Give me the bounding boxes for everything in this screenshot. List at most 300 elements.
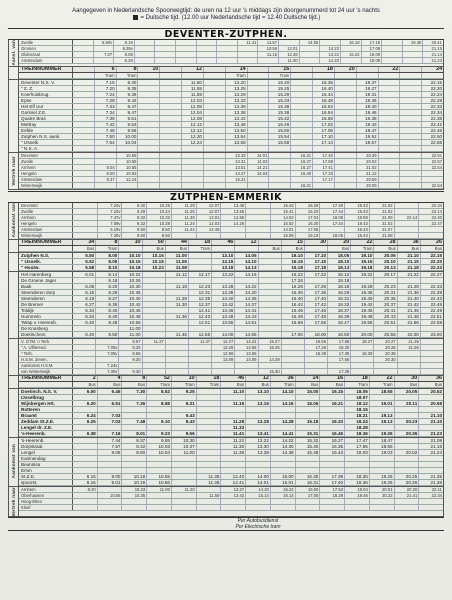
time-cell bbox=[172, 493, 197, 498]
station-name: Deventer N.S. V. bbox=[19, 80, 73, 85]
time-cell: 11.30 bbox=[221, 444, 246, 449]
side-label-arrival-block bbox=[9, 40, 443, 67]
time-cell bbox=[73, 345, 96, 350]
time-cell: 15.52 bbox=[271, 221, 296, 226]
time-cell: 22.45 bbox=[430, 301, 442, 307]
legend-bus: Per Autobusdienst bbox=[237, 518, 279, 525]
time-cell: 6.45 bbox=[98, 389, 123, 394]
time-cell bbox=[73, 369, 96, 374]
time-cell: 13.36 bbox=[212, 290, 235, 295]
time-cell: Bus bbox=[282, 246, 305, 251]
time-cell: 21.18 bbox=[398, 265, 421, 270]
time-cell: 26 bbox=[436, 239, 442, 245]
time-cell: 12.37 bbox=[189, 302, 212, 307]
time-cell: 11.36 bbox=[166, 314, 189, 319]
time-cell: 17.40 bbox=[320, 480, 345, 485]
time-cell bbox=[419, 395, 443, 400]
time-cell bbox=[217, 58, 238, 63]
time-cell: 17.04 bbox=[296, 215, 321, 220]
time-cell bbox=[160, 153, 182, 158]
time-cell bbox=[197, 456, 222, 461]
time-cell bbox=[73, 438, 98, 443]
time-cell bbox=[296, 425, 321, 430]
time-cell: 16.43 bbox=[320, 450, 345, 455]
time-cell bbox=[422, 171, 443, 176]
time-cell: 18.10 bbox=[328, 259, 351, 264]
time-cell bbox=[341, 46, 362, 51]
time-cell bbox=[395, 425, 420, 430]
time-cell bbox=[73, 67, 95, 72]
time-cell bbox=[217, 40, 238, 45]
time-cell bbox=[204, 92, 226, 97]
time-cell: 21.15 bbox=[398, 259, 421, 264]
time-cell: 11.20 bbox=[172, 487, 197, 492]
time-cell bbox=[197, 46, 218, 51]
time-cell bbox=[379, 104, 401, 109]
station-name: Epse bbox=[19, 98, 73, 103]
time-cell: 7.50 bbox=[95, 134, 117, 139]
time-cell: Bus bbox=[73, 246, 96, 251]
time-cell: 6.05 bbox=[73, 284, 96, 289]
time-cell: 8.50 bbox=[122, 450, 147, 455]
time-cell bbox=[147, 395, 172, 400]
time-cell bbox=[419, 462, 443, 467]
time-cell bbox=[166, 345, 189, 350]
time-cell bbox=[248, 128, 270, 133]
time-cell: 13.31 bbox=[226, 159, 248, 164]
time-cell bbox=[197, 462, 222, 467]
time-cell bbox=[269, 171, 291, 176]
time-cell bbox=[403, 58, 424, 63]
time-cell bbox=[379, 134, 401, 139]
time-cell bbox=[296, 395, 321, 400]
time-cell: 18.35 bbox=[345, 474, 370, 479]
time-cell bbox=[73, 80, 95, 85]
time-cell: 20.39 bbox=[374, 351, 397, 356]
side-label-departure-text: Vertrek naar bbox=[11, 155, 16, 186]
time-cell bbox=[271, 462, 296, 467]
time-cell: 13.15 bbox=[212, 259, 235, 264]
time-cell: 22.34 bbox=[431, 492, 443, 498]
time-cell: 11.24 bbox=[172, 221, 197, 226]
time-cell bbox=[382, 58, 403, 63]
time-cell: 15.48 bbox=[296, 450, 321, 455]
time-cell: 10.23 bbox=[122, 487, 147, 492]
time-cell: 46 bbox=[212, 240, 235, 245]
section-title-zutphen-emmerik: ZUTPHEN-EMMERIK bbox=[8, 191, 444, 203]
time-cell: 15.38 bbox=[269, 104, 291, 109]
time-cell: 7.07 bbox=[94, 52, 115, 57]
time-cell: 4 bbox=[98, 376, 123, 381]
time-cell bbox=[320, 505, 345, 510]
time-cell bbox=[400, 73, 422, 78]
time-cell: 12.07 bbox=[197, 203, 222, 208]
time-cell bbox=[138, 116, 160, 121]
time-cell bbox=[160, 104, 182, 109]
time-cell: 21.56 bbox=[398, 345, 421, 350]
time-cell: 18.50 bbox=[328, 332, 351, 337]
time-cell bbox=[269, 146, 291, 151]
time-cell: 8.04 bbox=[95, 165, 117, 170]
time-cell bbox=[248, 122, 270, 127]
time-cell bbox=[182, 171, 204, 176]
time-cell: 22.59 bbox=[430, 319, 442, 325]
time-cell: 18.36 bbox=[345, 480, 370, 485]
time-cell: 13.48 bbox=[221, 203, 246, 208]
time-cell: Bus bbox=[374, 246, 397, 251]
time-cell: 20.17 bbox=[374, 272, 397, 277]
time-cell: 22.38 bbox=[430, 115, 443, 121]
time-cell bbox=[282, 363, 305, 368]
time-cell: 24 bbox=[436, 66, 443, 72]
time-cell bbox=[335, 177, 357, 182]
time-cell bbox=[204, 140, 226, 145]
time-cell: 22 bbox=[379, 67, 401, 72]
station-name: Steenderen bbox=[19, 296, 73, 301]
time-cell: 21.40 bbox=[398, 296, 421, 301]
time-cell bbox=[143, 326, 166, 331]
time-cell bbox=[282, 326, 305, 331]
time-cell bbox=[143, 302, 166, 307]
time-cell: 7.42 bbox=[95, 122, 117, 127]
time-cell: 20.09 bbox=[357, 183, 379, 188]
time-cell: 8.27 bbox=[96, 296, 119, 301]
side-spacer bbox=[9, 80, 19, 152]
time-cell bbox=[138, 153, 160, 158]
time-cell: 21.36 bbox=[398, 290, 421, 295]
time-cell: 10 bbox=[138, 67, 160, 72]
station-name: Winterswijk bbox=[19, 233, 73, 238]
time-cell: 18.25 bbox=[328, 345, 351, 350]
time-cell: 7.05v bbox=[96, 351, 119, 356]
time-cell: Tram bbox=[351, 246, 374, 251]
time-cell bbox=[400, 104, 422, 109]
time-cell: 19.35 bbox=[357, 98, 379, 103]
time-cell: 11.59 bbox=[182, 92, 204, 97]
time-cell bbox=[138, 183, 160, 188]
time-cell: 13.33 bbox=[226, 98, 248, 103]
time-cell bbox=[160, 116, 182, 121]
side-label-departure-2 bbox=[9, 487, 19, 517]
time-cell: 9.50 bbox=[122, 233, 147, 238]
timetable-zutphen-emmerik bbox=[8, 203, 444, 518]
time-cell: 11.25 bbox=[172, 209, 197, 214]
time-cell: 18.55 bbox=[370, 389, 395, 394]
time-cell: 16.22 bbox=[282, 272, 305, 277]
station-name: Wijnbergen HS. bbox=[19, 401, 73, 406]
station-name: Baak bbox=[19, 284, 73, 289]
station-name: Deventer bbox=[19, 203, 73, 208]
time-cell: 7.05v bbox=[96, 345, 119, 350]
time-cell: 6.27 bbox=[73, 302, 96, 307]
time-cell: Tram bbox=[147, 382, 172, 387]
time-cell bbox=[197, 444, 222, 449]
time-cell bbox=[291, 98, 313, 103]
station-name: Zeddam St.Z.E. bbox=[19, 419, 73, 424]
time-cell: 15.25 bbox=[269, 86, 291, 91]
time-cell: 9.37 bbox=[95, 177, 117, 182]
time-cell bbox=[291, 146, 313, 151]
time-cell: 16.55 bbox=[305, 339, 328, 344]
station-name: Kaninendag bbox=[19, 456, 73, 461]
time-cell: 11.41 bbox=[238, 40, 259, 45]
time-cell: 21.16 bbox=[430, 443, 443, 449]
time-cell: 18.09 bbox=[362, 52, 383, 57]
time-cell: 13.42 bbox=[212, 302, 235, 307]
time-cell: 14.30 bbox=[235, 290, 258, 295]
time-cell: 6.24 bbox=[73, 413, 98, 418]
time-cell bbox=[143, 320, 166, 325]
time-cell: 14.23 bbox=[320, 46, 341, 51]
station-name: H.S.M. Zeven. bbox=[19, 357, 73, 362]
time-cell bbox=[98, 407, 123, 412]
time-cell: 14.53 bbox=[271, 215, 296, 220]
station-name: Arnhem bbox=[19, 215, 73, 220]
time-cell: 14.20 bbox=[320, 58, 341, 63]
time-cell: 6.20 bbox=[73, 401, 98, 406]
time-cell: 22.15 bbox=[430, 79, 443, 85]
time-cell: 14 bbox=[226, 67, 248, 72]
time-cell bbox=[98, 425, 123, 430]
time-cell: 18.33 bbox=[328, 302, 351, 307]
time-cell: 19.43 bbox=[345, 221, 370, 226]
time-cell: 13.20 bbox=[226, 80, 248, 85]
time-cell: 21.23 bbox=[431, 58, 442, 63]
time-cell: 13.58 bbox=[226, 140, 248, 145]
time-cell: 15.00 bbox=[296, 389, 321, 394]
time-cell: 15.40 bbox=[296, 444, 321, 449]
time-cell: 18.03 bbox=[345, 450, 370, 455]
time-cell bbox=[138, 110, 160, 115]
time-cell: 21.56 bbox=[398, 320, 421, 325]
time-cell: 17.06 bbox=[296, 227, 321, 232]
time-cell: Bus bbox=[246, 382, 271, 387]
time-cell: 21.12 bbox=[357, 171, 379, 176]
time-cell: 10.36 bbox=[119, 290, 142, 295]
time-cell: 12 bbox=[182, 67, 204, 72]
time-cell: 14.04 bbox=[248, 171, 270, 176]
time-cell: 20.27 bbox=[374, 339, 397, 344]
time-cell bbox=[160, 140, 182, 145]
time-cell bbox=[73, 52, 94, 57]
time-cell bbox=[166, 278, 189, 283]
time-cell bbox=[238, 46, 259, 51]
time-cell bbox=[379, 116, 401, 121]
time-cell: 14.10 bbox=[235, 259, 258, 264]
time-cell bbox=[197, 487, 222, 492]
time-cell bbox=[160, 146, 182, 151]
time-cell bbox=[204, 110, 226, 115]
time-cell bbox=[335, 159, 357, 164]
time-cell bbox=[291, 116, 313, 121]
time-cell bbox=[135, 58, 156, 63]
notice-line1: Aangegeven in Nederlandsche Spoorwegtijd: de uren na 12 uur 's middags zijn doorgenummerd tot 24 uur 's nachts bbox=[72, 8, 380, 14]
time-cell: 13.54 bbox=[226, 134, 248, 139]
time-cell: 15.41 bbox=[271, 209, 296, 214]
time-cell: 16.18 bbox=[296, 233, 321, 238]
time-cell: 11.33 bbox=[221, 425, 246, 430]
time-cell bbox=[197, 438, 222, 443]
time-cell: 10.30 bbox=[119, 284, 142, 289]
time-cell bbox=[143, 296, 166, 301]
time-cell: 9.32 bbox=[122, 215, 147, 220]
time-cell: 9.47 bbox=[117, 110, 139, 115]
time-cell bbox=[379, 159, 401, 164]
station-name: " IJsselk. bbox=[19, 259, 73, 264]
time-cell: 6.40 bbox=[73, 332, 96, 337]
notice bbox=[8, 6, 444, 28]
time-cell: 17.10 bbox=[305, 253, 328, 258]
time-cell: 10.46 bbox=[119, 308, 142, 313]
time-cell: 10.55 bbox=[117, 165, 139, 170]
time-cell: 7.24v bbox=[98, 203, 123, 208]
train-number-label: TREINNUMMER bbox=[19, 67, 73, 72]
station-name: " IJsselk. bbox=[19, 140, 73, 145]
time-cell: 18.36 bbox=[345, 431, 370, 436]
time-cell bbox=[138, 86, 160, 91]
time-cell: 12.03 bbox=[197, 221, 222, 226]
time-cell: 10.37 bbox=[172, 444, 197, 449]
time-cell: 50 bbox=[143, 240, 166, 245]
time-cell: 21.10 bbox=[430, 418, 443, 424]
station-name: Doetinchem bbox=[19, 332, 73, 337]
time-cell bbox=[138, 80, 160, 85]
time-cell: 16.36 bbox=[282, 290, 305, 295]
time-cell bbox=[235, 363, 258, 368]
time-cell: 10.05 bbox=[98, 493, 123, 498]
time-cell bbox=[370, 425, 395, 430]
time-cell: Bus bbox=[434, 245, 442, 251]
time-cell: 15.14 bbox=[246, 493, 271, 498]
time-cell bbox=[204, 177, 226, 182]
time-cell bbox=[138, 171, 160, 176]
time-cell bbox=[73, 407, 98, 412]
time-cell bbox=[335, 128, 357, 133]
time-cell: 10.55 bbox=[117, 153, 139, 158]
time-cell: 14.28 bbox=[271, 419, 296, 424]
time-cell: 10.00 bbox=[117, 134, 139, 139]
time-cell bbox=[204, 134, 226, 139]
time-cell bbox=[395, 395, 420, 400]
time-cell bbox=[204, 116, 226, 121]
time-cell: Bus bbox=[328, 246, 351, 251]
time-cell: Bus bbox=[395, 382, 420, 387]
time-cell: Bus bbox=[166, 246, 189, 251]
time-cell bbox=[374, 369, 397, 374]
time-cell bbox=[345, 462, 370, 467]
time-cell: 20.02 bbox=[395, 450, 420, 455]
time-cell: 20.22 bbox=[370, 493, 395, 498]
time-cell: 20.31 bbox=[374, 290, 397, 295]
time-cell: 6.50v bbox=[94, 40, 115, 45]
time-cell: 21.09 bbox=[370, 215, 395, 220]
time-cell bbox=[400, 80, 422, 85]
time-cell: 20.55 bbox=[374, 332, 397, 337]
time-cell: 16.26 bbox=[259, 345, 282, 350]
side-spacer bbox=[9, 376, 19, 388]
time-cell bbox=[271, 395, 296, 400]
time-cell: 22.11 bbox=[431, 486, 443, 492]
time-cell: 8 bbox=[117, 67, 139, 72]
time-cell: 16.35 bbox=[320, 444, 345, 449]
time-cell bbox=[279, 40, 300, 45]
time-cell: 5.50 bbox=[73, 253, 96, 258]
time-cell: 8.50 bbox=[96, 332, 119, 337]
time-cell bbox=[269, 153, 291, 158]
time-cell: 7.36 bbox=[122, 401, 147, 406]
side-spacer bbox=[9, 253, 19, 271]
time-cell bbox=[398, 357, 421, 362]
time-cell: 11.15 bbox=[258, 52, 279, 57]
time-cell: 12.56 bbox=[212, 351, 235, 356]
time-cell: 7.30 bbox=[122, 389, 147, 394]
time-cell: 13.46 bbox=[212, 308, 235, 313]
time-cell: 19.56 bbox=[351, 320, 374, 325]
time-cell: 7.57 bbox=[98, 444, 123, 449]
time-cell: 19.01 bbox=[370, 401, 395, 406]
train-number-label: TREINNUMMER bbox=[19, 376, 73, 381]
time-cell: 22.23 bbox=[430, 264, 442, 270]
time-cell: 15 bbox=[282, 240, 305, 245]
time-cell bbox=[395, 209, 420, 214]
time-cell: 16.39 bbox=[305, 351, 328, 356]
time-cell bbox=[379, 73, 401, 78]
time-cell: 7.20 bbox=[95, 86, 117, 91]
time-cell: 10.15 bbox=[143, 253, 166, 258]
time-cell bbox=[135, 52, 156, 57]
time-cell bbox=[271, 425, 296, 430]
time-cell: 18.12 bbox=[345, 401, 370, 406]
time-cell bbox=[143, 272, 166, 277]
time-cell bbox=[172, 407, 197, 412]
time-cell: 8.20 bbox=[96, 284, 119, 289]
station-name: Beunnisa bbox=[19, 462, 73, 467]
time-cell: 9.31 bbox=[172, 401, 197, 406]
time-cell bbox=[189, 345, 212, 350]
time-cell bbox=[246, 462, 271, 467]
time-cell: 34 bbox=[73, 240, 96, 245]
station-name: Ommen bbox=[19, 46, 73, 51]
time-cell bbox=[73, 140, 95, 145]
time-cell: 14.01 bbox=[246, 480, 271, 485]
time-cell bbox=[269, 159, 291, 164]
time-cell bbox=[246, 209, 271, 214]
time-cell bbox=[398, 278, 421, 283]
time-cell bbox=[73, 159, 95, 164]
station-name: Oldenzaal bbox=[19, 52, 73, 57]
time-cell: 13.51 bbox=[226, 165, 248, 170]
timetable-row bbox=[19, 146, 443, 152]
time-cell bbox=[155, 40, 176, 45]
time-cell: 9.23 bbox=[147, 431, 172, 436]
time-cell: 36 bbox=[398, 240, 421, 245]
time-cell: 16.53 bbox=[313, 104, 335, 109]
time-cell: 12.41 bbox=[221, 480, 246, 485]
time-cell: 19.46 bbox=[351, 308, 374, 313]
time-cell bbox=[221, 395, 246, 400]
time-cell bbox=[98, 456, 123, 461]
time-cell: 22.39 bbox=[430, 289, 442, 295]
time-cell: 46 bbox=[221, 376, 246, 381]
time-cell: 17.40 bbox=[313, 153, 335, 158]
time-cell: 16.31 bbox=[296, 480, 321, 485]
time-cell: 19.43 bbox=[345, 203, 370, 208]
time-cell bbox=[259, 259, 282, 264]
time-cell: 20 bbox=[328, 240, 351, 245]
time-cell: 13.28 bbox=[246, 419, 271, 424]
time-cell bbox=[172, 468, 197, 473]
time-cell: Bus bbox=[259, 246, 282, 251]
